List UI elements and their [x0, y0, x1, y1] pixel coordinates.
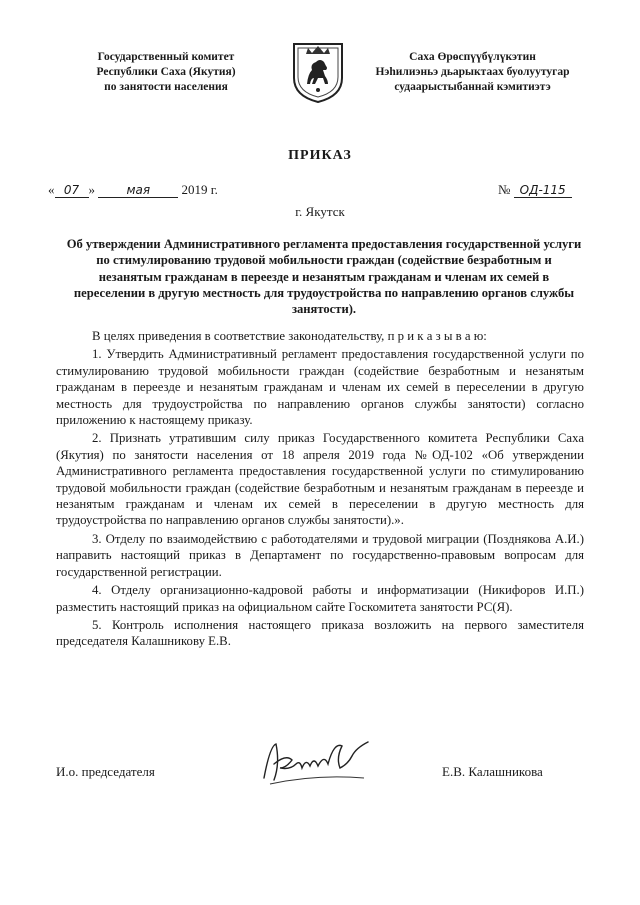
issuer-name-yakut: [350, 50, 595, 95]
order-number-value: ОД-115: [514, 183, 572, 198]
issuer-line: по занятости населения: [104, 81, 228, 93]
issuer-line: Саха Өрөспүүбүлүкэтин: [409, 51, 536, 63]
order-item: 5. Контроль исполнения настоящего приказа возложить на первого заместителя председателя Калашникову Е.В.: [56, 617, 584, 649]
issuer-name-russian: [56, 50, 276, 95]
order-item: 3. Отделу по взаимодействию с работодателями и трудовой миграции (Позднякова А.И.) направить настоящий приказ в Департамент по государственно-правовым вопросам для государственной регистрации.: [56, 531, 584, 579]
date-year: 2019 г.: [181, 182, 218, 197]
coat-of-arms-emblem: [290, 40, 346, 104]
signatory-role: И.о. председателя: [56, 764, 155, 779]
date-day: 07: [55, 183, 89, 198]
date-open-quote: «: [48, 182, 55, 197]
order-item: 1. Утвердить Административный регламент предоставления государственной услуги по стимулированию трудовой мобильности граждан (содействие безработным и незанятым гражданам в переезде и незанятым гражданам и членам их семей в переселении в другую местность для трудоустройства по направлению органов службы занятости) согласно приложению к настоящему приказу.: [56, 347, 584, 428]
order-number: [498, 182, 572, 198]
order-date: [48, 182, 218, 198]
city: г. Якутск: [295, 204, 345, 219]
issuer-line: судаарыстыбаннай кэмитиэтэ: [394, 81, 551, 93]
issuer-line: Нэһилиэньэ дьарыктаах буолуутугар: [375, 66, 570, 78]
order-subject: Об утверждении Административного регламента предоставления государственной услуги по стимулированию трудовой мобильности граждан (содействие безработным и незанятым гражданам в переезде и незанятым гражданам и членам их семей в переселении в другую местность для трудоустройства по направлению органов службы занятости).: [66, 237, 582, 317]
handwritten-signature: [256, 734, 376, 790]
date-month: мая: [98, 183, 178, 198]
date-close-quote: »: [88, 182, 95, 197]
signatory-name: Е.В. Калашникова: [442, 764, 543, 779]
order-number-prefix: №: [498, 182, 511, 197]
document-title: ПРИКАЗ: [288, 148, 352, 163]
signature-block: [56, 756, 584, 806]
order-item: 4. Отделу организационно-кадровой работы и информатизации (Никифоров И.П.) разместить настоящий приказ на официальном сайте Госкомитета занятости РС(Я).: [56, 583, 584, 614]
issuer-line: Республики Саха (Якутия): [96, 66, 236, 78]
issuer-line: Государственный комитет: [97, 51, 235, 63]
order-item: 2. Признать утратившим силу приказ Государственного комитета Республики Саха (Якутия) по занятости населения от 18 апреля 2019 года №ОД-102 «Об утверждении Административного регламента предоставления государственной услуги по стимулированию трудовой мобильности граждан (содействие безработным и незанятым гражданам в переезде и незанятым гражданам и членам их семей в переселении в другую местность для трудоустройства по направлению органов службы занятости).».: [56, 431, 584, 528]
preamble-paragraph: В целях приведения в соответствие законодательству, п р и к а з ы в а ю:: [92, 329, 487, 343]
order-body: [56, 328, 584, 652]
